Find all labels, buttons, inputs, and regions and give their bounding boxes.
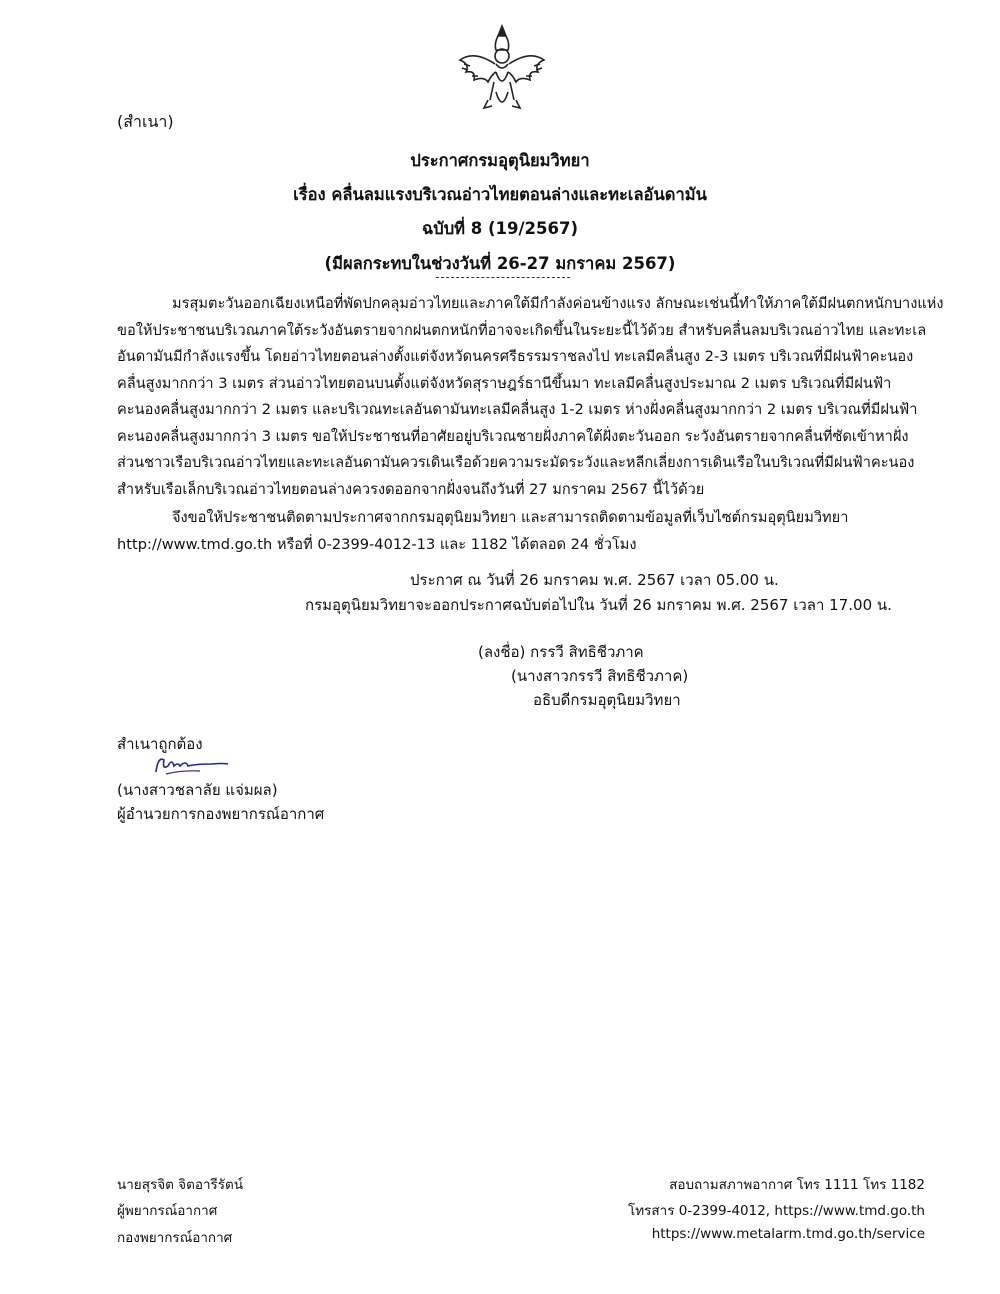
announcement-issue-number: ฉบับที่ 8 (19/2567) xyxy=(421,219,579,238)
copy-mark: (สำเนา) xyxy=(117,112,174,131)
certified-copy-position: ผู้อำนวยการกองพยากรณ์อากาศ xyxy=(117,805,325,823)
paragraph-line: ขอให้ประชาชนบริเวณภาคใต้ระวังอันตรายจากฝนตกหนักที่อาจจะเกิดขึ้นในระยะนี้ไว้ด้วย สำหรับคลื่นลมบริเวณอ่าวไทย และทะเล xyxy=(117,321,927,339)
issued-datetime: ประกาศ ณ วันที่ 26 มกราคม พ.ศ. 2567 เวลา 05.00 น. xyxy=(410,571,779,589)
footer-service-url: https://www.metalarm.tmd.go.th/service xyxy=(651,1226,925,1242)
handwritten-signature xyxy=(152,752,232,778)
garuda-emblem xyxy=(452,20,552,120)
footer-division: กองพยากรณ์อากาศ xyxy=(117,1230,233,1246)
signatory-signed: (ลงชื่อ) กรรวี สิทธิชีวภาค xyxy=(478,643,644,661)
paragraph-line: ส่วนชาวเรือบริเวณอ่าวไทยและทะเลอันดามันควรเดินเรือด้วยความระมัดระวังและหลีกเลี่ยงการเดินเรือในบริเวณที่มีฝนฟ้าคะนอง xyxy=(117,454,915,471)
body-paragraph-2 xyxy=(117,505,927,558)
signatory-name: (นางสาวกรรวี สิทธิชีวภาค) xyxy=(511,667,689,685)
paragraph-line: สำหรับเรือเล็กบริเวณอ่าวไทยตอนล่างควรงดออกจากฝั่งจนถึงวันที่ 27 มกราคม 2567 นี้ไว้ด้วย xyxy=(117,480,705,498)
title-separator xyxy=(436,277,570,278)
signatory-position: อธิบดีกรมอุตุนิยมวิทยา xyxy=(533,691,681,709)
announcement-title: ประกาศกรมอุตุนิยมวิทยา xyxy=(410,151,590,170)
next-issue-datetime: กรมอุตุนิยมวิทยาจะออกประกาศฉบับต่อไปใน วันที่ 26 มกราคม พ.ศ. 2567 เวลา 17.00 น. xyxy=(305,596,892,614)
body-paragraph-1 xyxy=(117,291,944,503)
paragraph-line: คะนองคลื่นสูงมากกว่า 3 เมตร ขอให้ประชาชนที่อาศัยอยู่บริเวณชายฝั่งภาคใต้ฝั่งตะวันออก ระวังอันตรายจากคลื่นที่ซัดเข้าหาฝั่ง xyxy=(117,427,909,445)
paragraph-line: จึงขอให้ประชาชนติดตามประกาศจากกรมอุตุนิยมวิทยา และสามารถติดตามข้อมูลที่เว็บไซต์กรมอุตุนิยมวิทยา xyxy=(172,509,849,526)
footer-contact-fax-web: โทรสาร 0-2399-4012, https://www.tmd.go.th xyxy=(628,1203,925,1219)
announcement-effective-dates: (มีผลกระทบในช่วงวันที่ 26-27 มกราคม 2567) xyxy=(324,254,676,273)
paragraph-line: คลื่นสูงมากกว่า 3 เมตร ส่วนอ่าวไทยตอนบนตั้งแต่จังหวัดสุราษฎร์ธานีขึ้นมา ทะเลมีคลื่นสูงประมาณ 2 เมตร บริเวณที่มีฝนฟ้า xyxy=(117,374,892,392)
footer-forecaster-name: นายสุรจิต จิตอารีรัตน์ xyxy=(117,1177,244,1193)
announcement-subject: เรื่อง คลื่นลมแรงบริเวณอ่าวไทยตอนล่างและทะเลอันดามัน xyxy=(293,185,707,204)
paragraph-line: อันดามันมีกำลังแรงขึ้น โดยอ่าวไทยตอนล่างตั้งแต่จังหวัดนครศรีธรรมราชลงไป ทะเลมีคลื่นสูง 2-3 เมตร บริเวณที่มีฝนฟ้าคะนอง xyxy=(117,348,914,365)
certified-copy-label: สำเนาถูกต้อง xyxy=(117,735,203,753)
footer-contact-phone: สอบถามสภาพอากาศ โทร 1111 โทร 1182 xyxy=(669,1177,925,1193)
paragraph-line: มรสุมตะวันออกเฉียงเหนือที่พัดปกคลุมอ่าวไทยและภาคใต้มีกำลังค่อนข้างแรง ลักษณะเช่นนี้ทำให้ภาคใต้มีฝนตกหนักบางแห่ง xyxy=(172,295,944,312)
footer-forecaster-title: ผู้พยากรณ์อากาศ xyxy=(117,1203,218,1219)
paragraph-line: คะนองคลื่นสูงมากกว่า 2 เมตร และบริเวณทะเลอันดามันทะเลมีคลื่นสูง 1-2 เมตร ห่างฝั่งคลื่นสูงมากกว่า 2 เมตร บริเวณที่มีฝนฟ้า xyxy=(117,401,918,418)
certified-copy-name: (นางสาวชลาลัย แจ่มผล) xyxy=(117,781,278,799)
paragraph-line: http://www.tmd.go.th หรือที่ 0-2399-4012-13 และ 1182 ได้ตลอด 24 ชั่วโมง xyxy=(117,535,637,553)
